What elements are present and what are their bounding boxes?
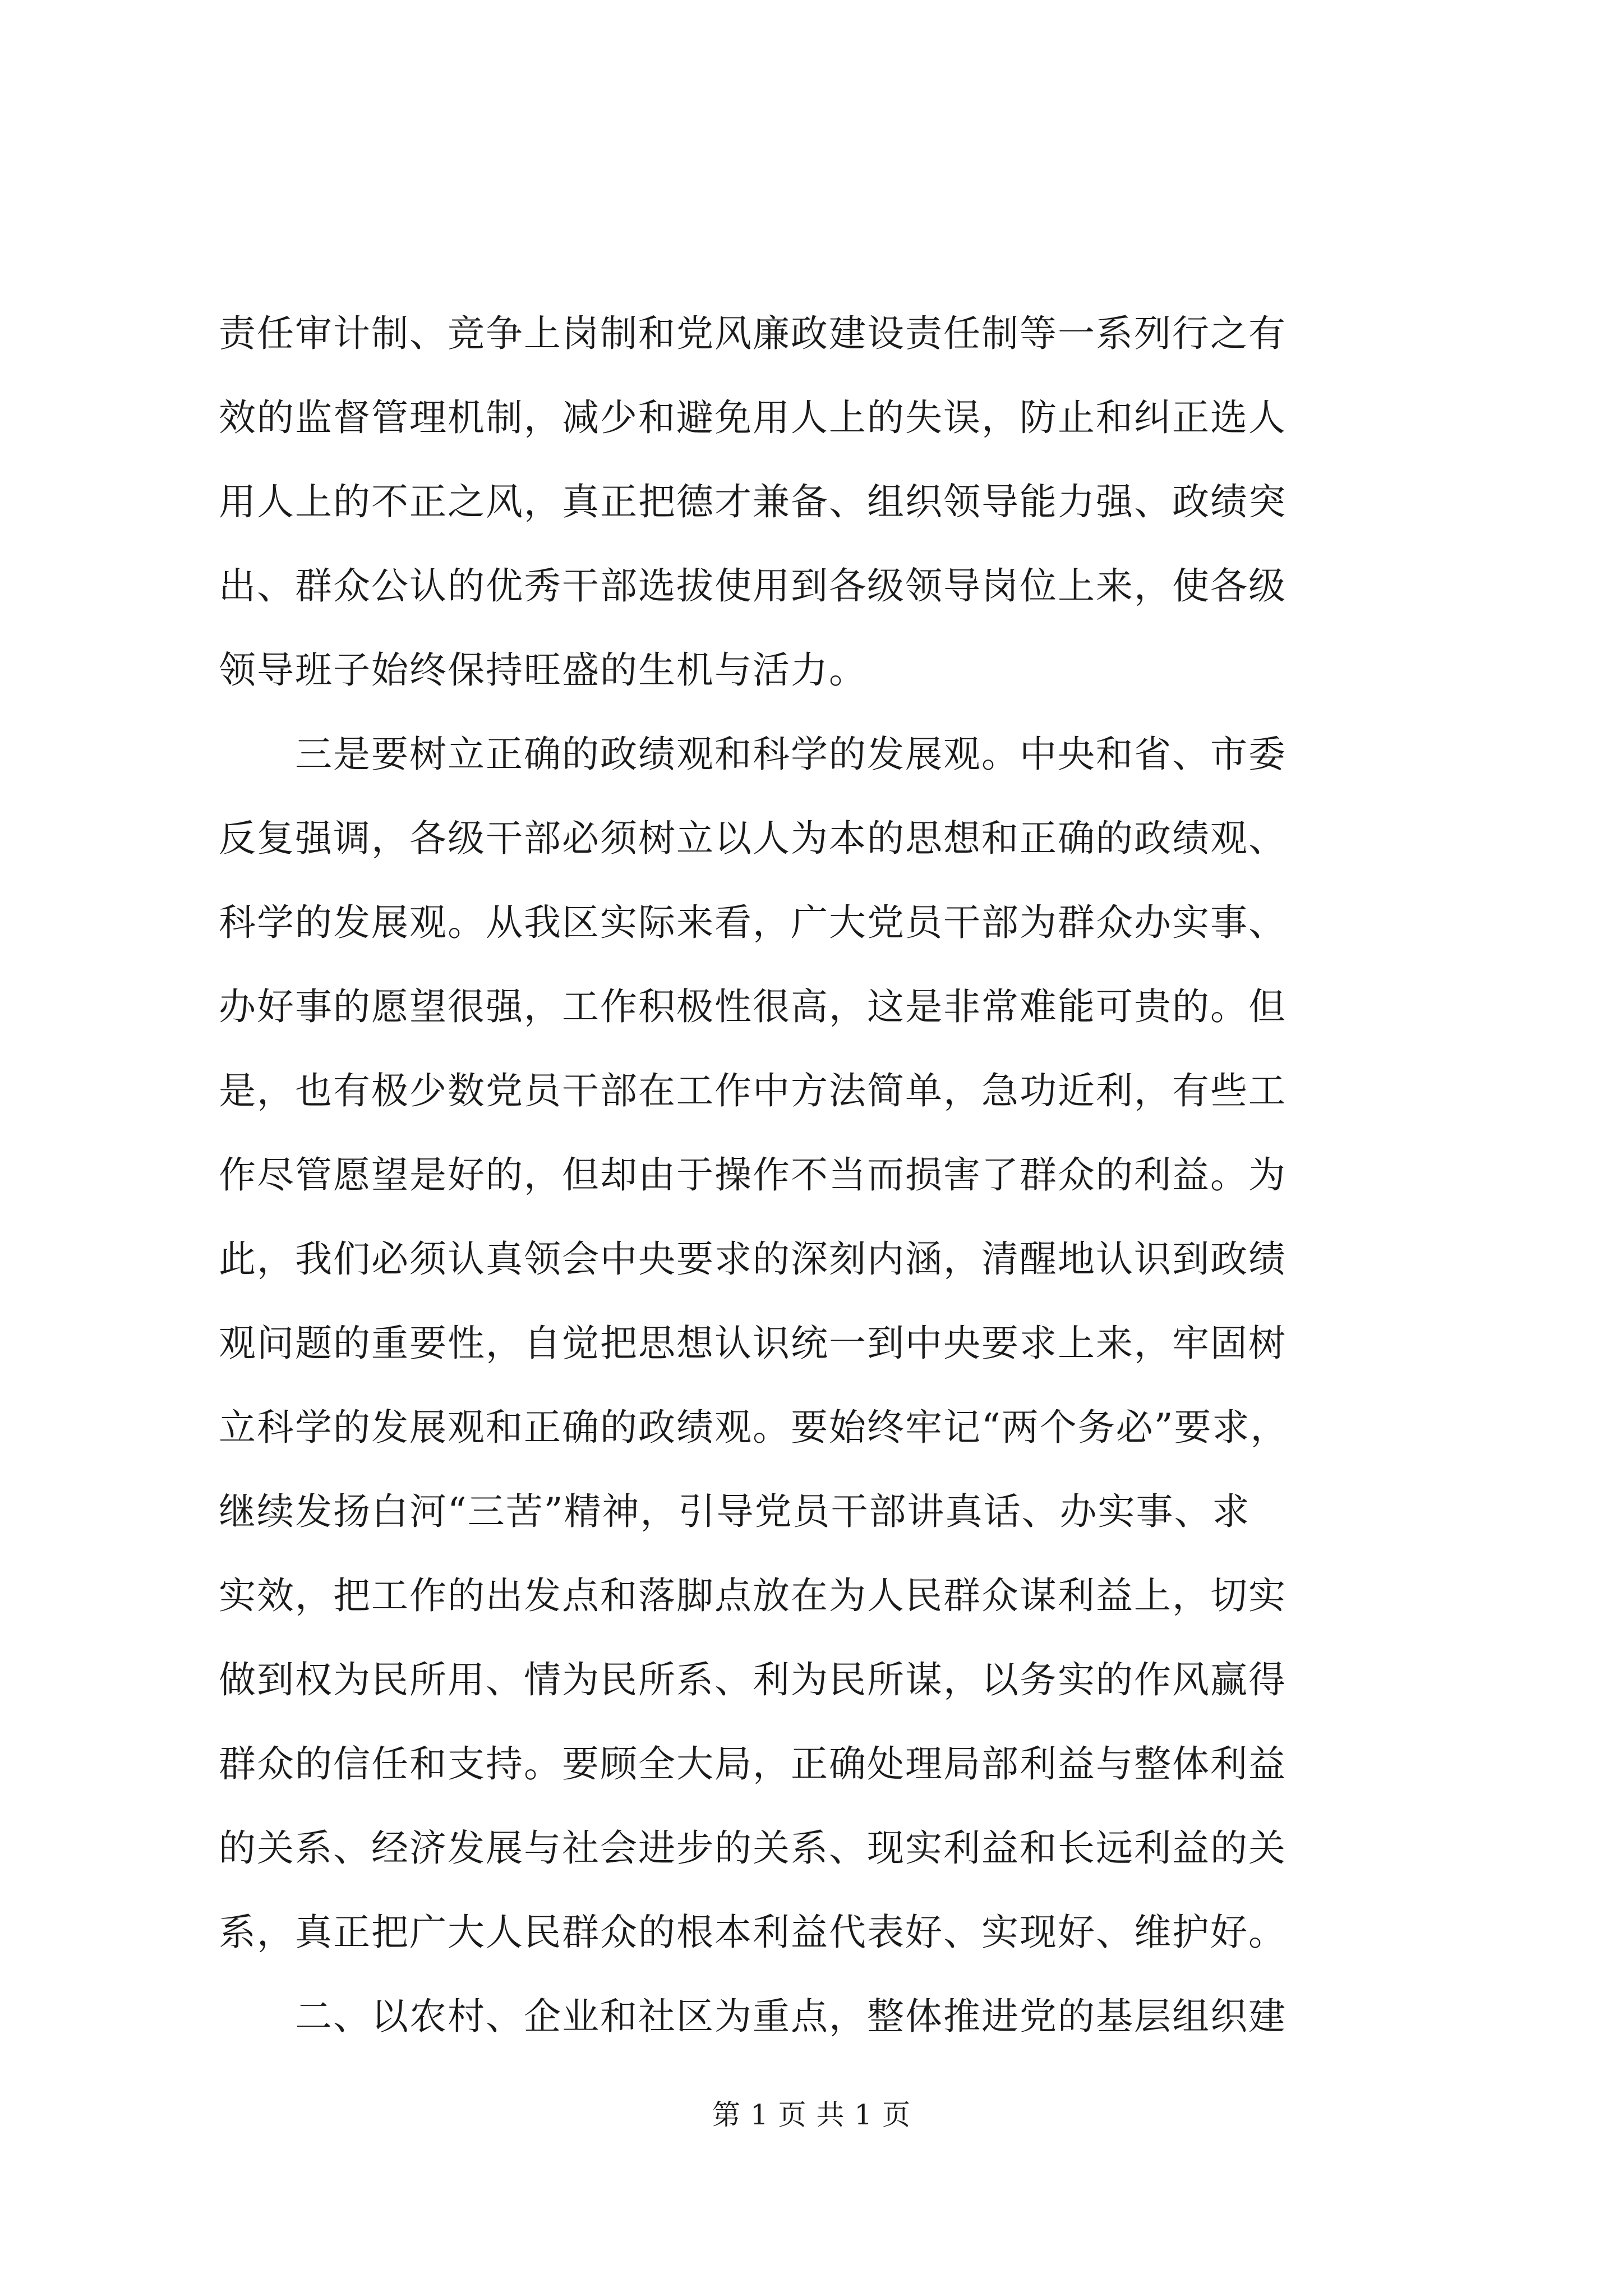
text-line-3: 用人上的不正之风，真正把德才兼备、组织领导能力强、政绩突 [219,480,1287,523]
text-line-18: 群众的信任和支持。要顾全大局，正确处理局部利益与整体利益 [219,1742,1287,1786]
text-line-15: 继续发扬白河“三苦”精神，引导党员干部讲真话、办实事、求 [219,1490,1251,1533]
text-line-4: 出、群众公认的优秀干部选拔使用到各级领导岗位上来，使各级 [219,564,1287,608]
text-line-9: 办好事的愿望很强，工作积极性很高，这是非常难能可贵的。但 [219,985,1287,1028]
text-line-11: 作尽管愿望是好的，但却由于操作不当而损害了群众的利益。为 [219,1153,1287,1197]
text-line-10: 是，也有极少数党员干部在工作中方法简单，急功近利，有些工 [219,1069,1287,1112]
text-line-1: 责任审计制、竞争上岗制和党风廉政建设责任制等一系列行之有 [219,312,1287,355]
page-number-footer: 第 1 页 共 1 页 [712,2099,911,2131]
text-line-12: 此，我们必须认真领会中央要求的深刻内涵，清醒地认识到政绩 [219,1237,1287,1281]
text-line-2: 效的监督管理机制，减少和避免用人上的失误，防止和纠正选人 [219,396,1287,439]
text-line-21: 二、以农村、企业和社区为重点，整体推进党的基层组织建 [219,1995,1287,2038]
text-line-8: 科学的发展观。从我区实际来看，广大党员干部为群众办实事、 [219,901,1287,944]
text-line-16: 实效，把工作的出发点和落脚点放在为人民群众谋利益上，切实 [219,1574,1287,1617]
text-line-13: 观问题的重要性，自觉把思想认识统一到中央要求上来，牢固树 [219,1322,1287,1365]
text-line-17: 做到权为民所用、情为民所系、利为民所谋，以务实的作风赢得 [219,1658,1287,1701]
text-line-20: 系，真正把广大人民群众的根本利益代表好、实现好、维护好。 [219,1911,1287,1954]
text-line-7: 反复强调，各级干部必须树立以人为本的思想和正确的政绩观、 [219,817,1287,860]
text-line-5: 领导班子始终保持旺盛的生机与活力。 [219,648,867,692]
document-body [219,292,1413,2059]
text-line-6: 三是要树立正确的政绩观和科学的发展观。中央和省、市委 [219,733,1287,776]
text-line-19: 的关系、经济发展与社会进步的关系、现实利益和长远利益的关 [219,1826,1287,1870]
text-line-14: 立科学的发展观和正确的政绩观。要始终牢记“两个务必”要求， [219,1406,1289,1449]
